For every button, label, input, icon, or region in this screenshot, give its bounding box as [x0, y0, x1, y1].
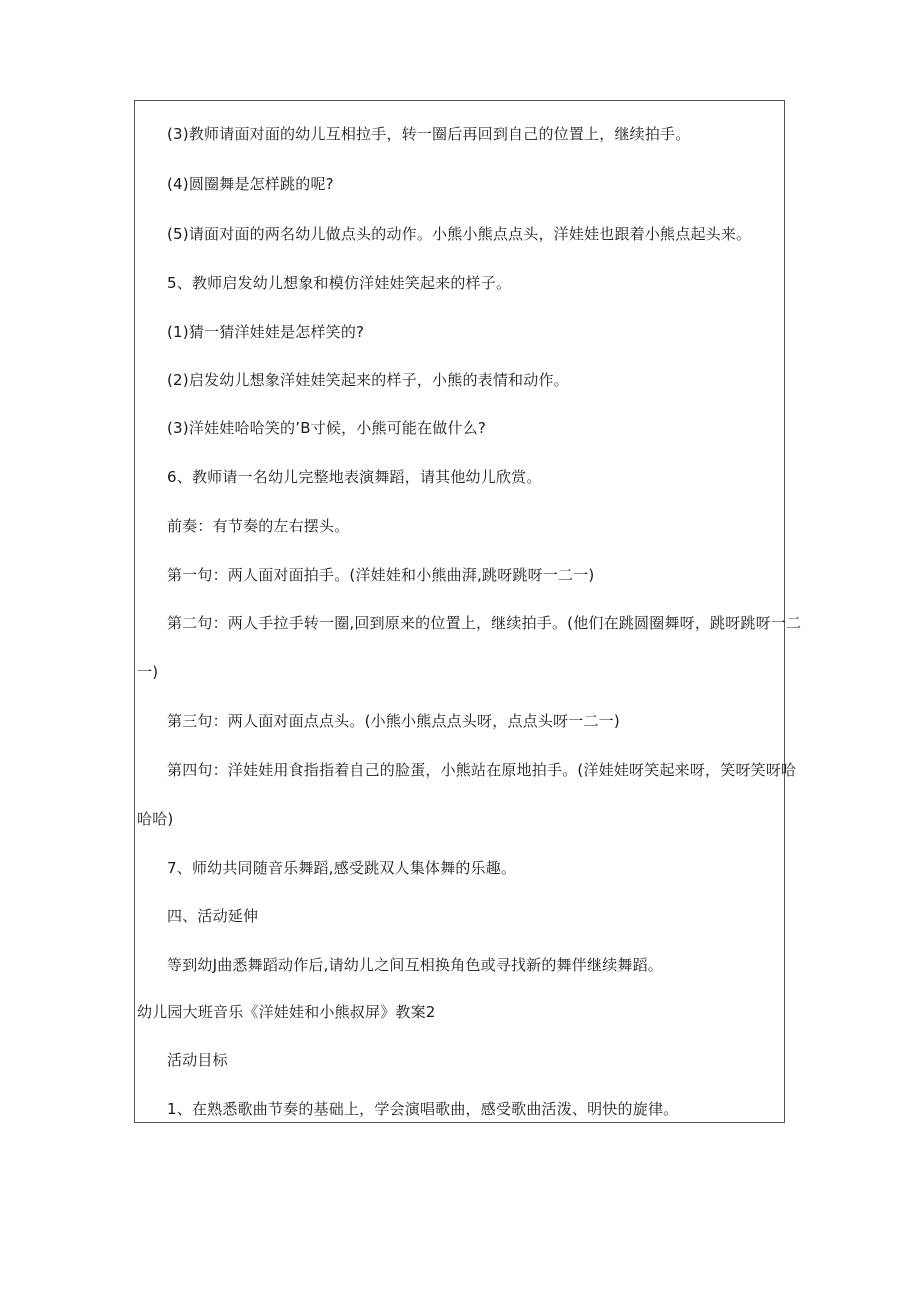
text-line-10: 第一句：两人面对面拍手。(洋娃娃和小熊曲湃,跳呀跳呀一二一): [167, 566, 595, 584]
text-line-17: 四、活动延伸: [167, 907, 259, 925]
text-line-4: 5、教师启发幼儿想象和模仿洋娃娃笑起来的样子。: [167, 274, 512, 292]
text-line-8: 6、教师请一名幼儿完整地表演舞蹈，请其他幼儿欣赏。: [167, 468, 542, 486]
text-line-15: 哈哈): [137, 810, 174, 828]
text-line-11: 第二句：两人手拉手转一圈,回到原来的位置上，继续拍手。(他们在跳圆圈舞呀，跳呀跳呀一二: [167, 614, 802, 632]
text-line-7: (3)洋娃娃哈哈笑的’B寸候，小熊可能在做什么?: [167, 419, 487, 437]
text-line-18: 等到幼J曲悉舞蹈动作后,请幼儿之间互相换角色或寻找新的舞伴继续舞蹈。: [167, 956, 663, 974]
section-heading: 幼儿园大班音乐《洋娃娃和小熊叔屏》教案2: [137, 1003, 436, 1021]
text-line-16: 7、师幼共同随音乐舞蹈,感受跳双人集体舞的乐趣。: [167, 859, 517, 877]
text-line-3: (5)请面对面的两名幼儿做点头的动作。小熊小熊点点头，洋娃娃也跟着小熊点起头来。: [167, 225, 752, 243]
text-line-2: (4)圆圈舞是怎样跳的呢?: [167, 175, 334, 193]
text-line-6: (2)启发幼儿想象洋娃娃笑起来的样子，小熊的表情和动作。: [167, 371, 569, 389]
text-line-21: 1、在熟悉歌曲节奏的基础上，学会演唱歌曲，感受歌曲活泼、明快的旋律。: [167, 1100, 679, 1118]
text-line-1: (3)教师请面对面的幼儿互相拉手，转一圈后再回到自己的位置上，继续拍手。: [167, 125, 691, 143]
text-line-13: 第三句：两人面对面点点头。(小熊小熊点点头呀，点点头呀一二一): [167, 712, 620, 730]
text-line-12: 一): [137, 663, 159, 681]
text-line-9: 前奏：有节奏的左右摆头。: [167, 517, 350, 535]
text-line-14: 第四句：洋娃娃用食指指着自己的脸蛋，小熊站在原地拍手。(洋娃娃呀笑起来呀，笑呀笑呀哈: [167, 761, 797, 779]
text-line-5: (1)猜一猜洋娃娃是怎样笑的?: [167, 323, 365, 341]
text-line-20: 活动目标: [167, 1051, 228, 1069]
